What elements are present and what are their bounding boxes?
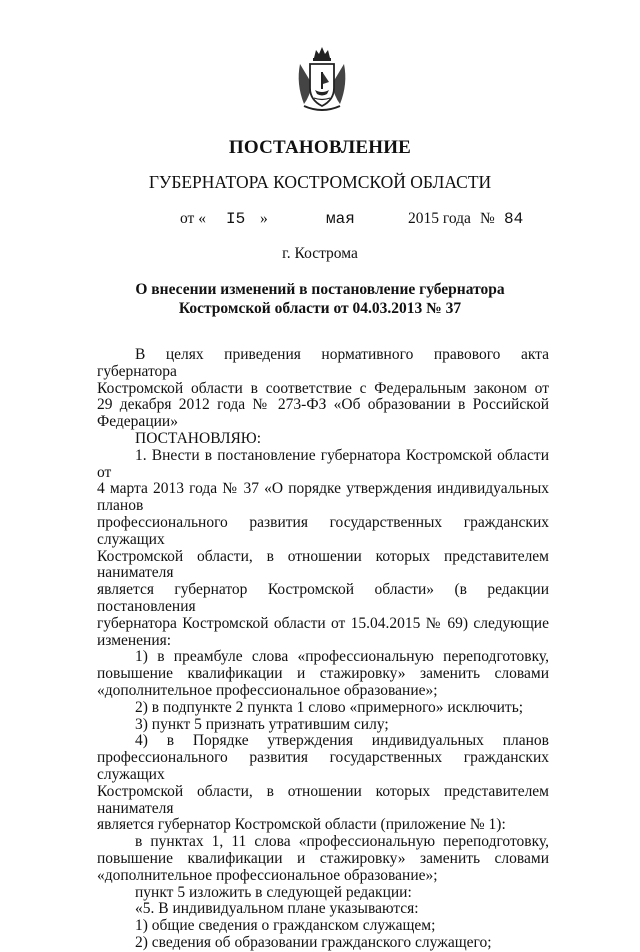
- heading-line-1: О внесении изменений в постановление губернатора: [135, 281, 505, 298]
- body-line: Федерации»: [97, 413, 178, 431]
- body-line: Костромской области в соответствие с Федеральным законом от: [97, 379, 549, 397]
- body-line: 2) в подпункте 2 пункта 1 слово «примерного» исключить;: [135, 698, 524, 716]
- body-line: пункт 5 изложить в следующей редакции:: [135, 883, 412, 901]
- body-line: В целях приведения нормативного правового акта губернатора: [97, 346, 549, 380]
- body-line: является губернатор Костромской области» (в редакции постановления: [97, 581, 549, 615]
- body-line: повышение квалификации и стажировку» заменить словами: [97, 665, 549, 683]
- body-line: 4 марта 2013 года № 37 «О порядке утверждения индивидуальных планов: [97, 480, 549, 515]
- body-line: 2) сведения об образовании гражданского служащего;: [135, 933, 492, 951]
- date-prefix: от «: [180, 210, 206, 227]
- body-line: 1. Внести в постановление губернатора Костромской области от: [97, 446, 549, 481]
- number-sign: №: [480, 210, 495, 227]
- date-year: 2015 года: [408, 210, 471, 227]
- document-issuer: ГУБЕРНАТОРА КОСТРОМСКОЙ ОБЛАСТИ: [148, 172, 492, 192]
- body-line: «дополнительное профессиональное образование»;: [97, 681, 438, 699]
- body-line: «дополнительное профессиональное образование»;: [97, 866, 438, 884]
- document-number: 84: [504, 210, 524, 228]
- heading-line-2: Костромской области от 04.03.2013 № 37: [178, 300, 462, 317]
- body-line: 1) в преамбуле слова «профессиональную переподготовку,: [135, 648, 549, 666]
- body-line: губернатора Костромской области от 15.04.2015 № 69) следующие: [97, 614, 549, 632]
- date-line: [0, 210, 640, 230]
- date-month: мая: [326, 210, 355, 228]
- body-line: профессионального развития государственных гражданских служащих: [97, 749, 549, 783]
- body-line: изменения:: [97, 631, 172, 649]
- body-line: в пунктах 1, 11 слова «профессиональную переподготовку,: [135, 833, 549, 851]
- city: г. Кострома: [282, 245, 358, 262]
- body-line: профессионального развития государственных гражданских служащих: [97, 513, 549, 548]
- body-line: повышение квалификации и стажировку» заменить словами: [97, 849, 549, 867]
- coat-of-arms-icon: [294, 44, 350, 114]
- body-line: 29 декабря 2012 года № 273-ФЗ «Об образовании в Российской: [97, 396, 549, 414]
- body-line: 1) общие сведения о гражданском служащем;: [135, 917, 436, 935]
- body-line: является губернатор Костромской области (приложение № 1):: [97, 816, 506, 834]
- body-line: ПОСТАНОВЛЯЮ:: [135, 429, 262, 447]
- body-line: 4) в Порядке утверждения индивидуальных планов: [135, 732, 549, 750]
- body-line: Костромской области, в отношении которых представителем нанимателя: [97, 782, 549, 817]
- document-body: [97, 347, 549, 952]
- body-line: «5. В индивидуальном плане указываются:: [135, 900, 419, 918]
- document-title: ПОСТАНОВЛЕНИЕ: [228, 137, 412, 158]
- body-line: Костромской области, в отношении которых представителем нанимателя: [97, 547, 549, 582]
- document-heading: [0, 280, 640, 318]
- date-day: I5: [226, 210, 246, 228]
- date-close-quote: »: [260, 210, 268, 227]
- body-line: 3) пункт 5 признать утратившим силу;: [135, 715, 389, 733]
